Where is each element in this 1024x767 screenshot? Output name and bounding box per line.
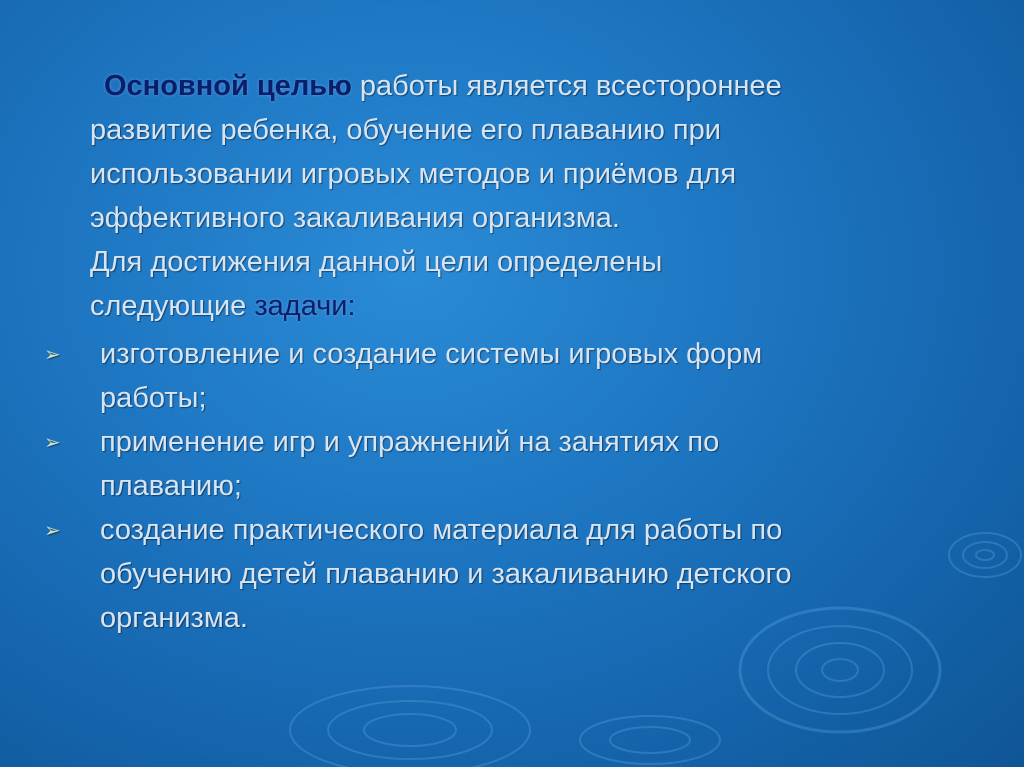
paragraph-line-4: эффективного закаливания организма. xyxy=(90,202,620,234)
bullet-3-line-1: создание практического материала для работы по xyxy=(100,514,783,546)
paragraph-line-2: развитие ребенка, обучение его плаванию при xyxy=(90,114,721,146)
bullet-3-line-3: организма. xyxy=(100,602,248,634)
main-goal-emphasis: Основной целью xyxy=(104,70,352,102)
paragraph-line-6-start: следующие xyxy=(90,290,255,322)
bullet-3-line-2: обучению детей плаванию и закаливанию детского xyxy=(100,558,792,590)
tasks-emphasis: задачи: xyxy=(254,290,356,322)
paragraph-line-5: Для достижения данной цели определены xyxy=(90,246,663,278)
bullet-arrow-icon: ➢ xyxy=(44,432,61,454)
paragraph-line-3: использовании игровых методов и приёмов для xyxy=(90,158,737,190)
paragraph-line-1 xyxy=(104,64,782,108)
bullet-arrow-icon: ➢ xyxy=(44,520,61,542)
paragraph-line-6 xyxy=(90,284,356,328)
bullet-1-line-2: работы; xyxy=(100,382,207,414)
bullet-2-line-2: плаванию; xyxy=(100,470,242,502)
bullet-arrow-icon: ➢ xyxy=(44,344,61,366)
bullet-1-line-1: изготовление и создание системы игровых форм xyxy=(100,338,763,370)
paragraph-line-1-rest: работы является всестороннее xyxy=(351,70,782,102)
bullet-2-line-1: применение игр и упражнений на занятиях по xyxy=(100,426,720,458)
